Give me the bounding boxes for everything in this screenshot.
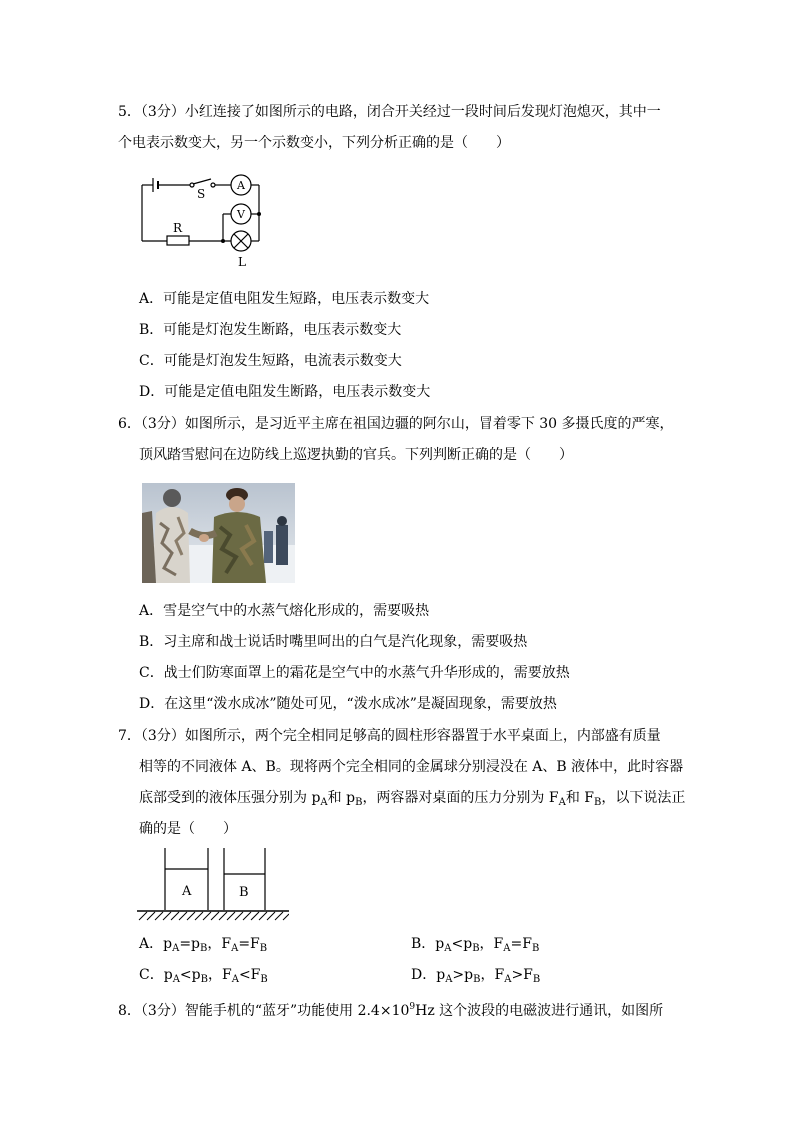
q5-stem-line1: 5．（3分）小红连接了如图所示的电路，闭合开关经过一段时间后发现灯泡熄灭，其中一: [118, 104, 661, 120]
q5-option-c[interactable]: C．可能是灯泡发生短路，电流表示数变大: [139, 353, 402, 369]
q5-option-b[interactable]: B．可能是灯泡发生断路，电压表示数变大: [139, 322, 402, 338]
switch-label: S: [197, 187, 206, 201]
q6-stem-line1: 6．（3分）如图所示，是习近平主席在祖国边疆的阿尔山，冒着零下 30 多摄氏度的严寒，: [118, 416, 674, 432]
q6-photo: [142, 483, 295, 583]
q7-option-d[interactable]: D．$p_A>p_B$，$F_A>F_B$: [411, 967, 541, 985]
q6-stem-line2: 顶风踏雪慰问在边防线上巡逻执勤的官兵。下列判断正确的是（ ）: [139, 447, 573, 463]
q6-photo-illustration: [142, 483, 295, 583]
q7-option-b[interactable]: B．$p_A<p_B$，$F_A=F_B$: [411, 936, 540, 954]
lamp-label: L: [238, 255, 246, 269]
q6-option-d[interactable]: D．在这里“泼水成冰”随处可见，“泼水成冰”是凝固现象，需要放热: [139, 696, 557, 712]
q7-stem-line4: 确的是（ ）: [139, 821, 237, 837]
q6-option-b[interactable]: B．习主席和战士说话时嘴里呵出的白气是汽化现象，需要吸热: [139, 634, 528, 650]
q5-option-a[interactable]: A．可能是定值电阻发生短路，电压表示数变大: [139, 291, 430, 307]
ammeter-label: A: [237, 179, 245, 192]
q6-option-c[interactable]: C．战士们防寒面罩上的霜花是空气中的水蒸气升华形成的，需要放热: [139, 665, 570, 681]
q7-containers-diagram: [137, 846, 289, 924]
q8-stem-line1: 8．（3分）智能手机的“蓝牙”功能使用 $2.4\times 10^9Hz$ 这个波段的电磁波进行通讯，如图所: [118, 1002, 664, 1019]
q7-option-a[interactable]: A．$p_A=p_B$，$F_A=F_B$: [139, 936, 268, 954]
resistor-label: R: [173, 221, 183, 235]
q5-stem-line2: 个电表示数变大，另一个示数变小，下列分析正确的是（ ）: [118, 135, 510, 151]
q7-stem-line1: 7．（3分）如图所示，两个完全相同足够高的圆柱形容器置于水平桌面上，内部盛有质量: [118, 728, 661, 744]
q7-stem-line2: 相等的不同液体 A、B。现将两个完全相同的金属球分别浸没在 A、B 液体中，此时容器: [139, 759, 684, 775]
q5-circuit-diagram: [135, 170, 270, 270]
q7-option-c[interactable]: C．$p_A<p_B$，$F_A<F_B$: [139, 967, 268, 985]
q5-option-d[interactable]: D．可能是定值电阻发生断路，电压表示数变大: [139, 384, 431, 400]
q6-option-a[interactable]: A．雪是空气中的水蒸气熔化形成的，需要吸热: [139, 603, 430, 619]
container-b-label: B: [239, 885, 249, 900]
voltmeter-label: V: [237, 208, 245, 221]
q7-stem-line3: 底部受到的液体压强分别为 $p_A$和 $p_B$，两容器对桌面的压力分别为 $F_A$和 $F_B$，以下说法正: [139, 790, 686, 808]
container-a-label: A: [182, 884, 192, 899]
